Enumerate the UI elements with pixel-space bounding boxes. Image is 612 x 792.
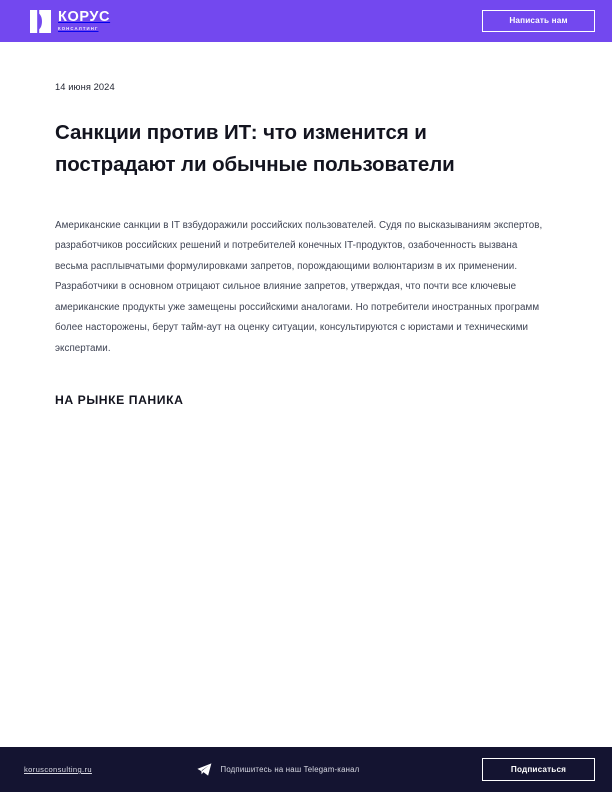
page-title: Санкции против ИТ: что изменится и пострадают ли обычные пользователи	[55, 121, 455, 176]
footer-site-url[interactable]: korusconsulting.ru	[24, 765, 92, 774]
site-footer	[0, 747, 612, 792]
brand-subtitle: КОНСАЛТИНГ	[58, 26, 99, 32]
telegram-paper-plane-icon	[197, 763, 212, 776]
brand-wordmark	[58, 10, 110, 31]
korus-logo-mark-icon	[30, 10, 51, 33]
article-lead-paragraph: Американские санкции в IT взбудоражили российских пользователей. Судя по высказываниям экспертов, разработчиков российских решений и потребителей конечных IT-продуктов, озабоченность вызвана весьма расплывчатыми формулировками запретов, порождающими волюнтаризм в их применении. Разработчики в основном отрицают сильное влияние запретов, утверждая, что почти все ключевые американские продукты уже замещены российскими аналогами. Но потребители иностранных программ более насторожены, берут тайм-аут на оценку ситуации, консультируются с юристами и техническими экспертами.	[55, 219, 543, 354]
contact-us-button[interactable]: Написать нам	[482, 10, 595, 32]
brand-name: КОРУС	[58, 9, 111, 26]
article-content	[0, 42, 612, 747]
brand-logo-link[interactable]	[30, 10, 110, 33]
section-heading: НА РЫНКЕ ПАНИКА	[55, 393, 184, 408]
subscribe-button[interactable]: Подписаться	[482, 758, 595, 781]
footer-promo-text: Подпишитесь на наш Telegam-канал	[220, 765, 360, 774]
article-date: 14 июня 2024	[55, 82, 115, 92]
site-header	[0, 0, 612, 42]
footer-telegram-promo	[92, 763, 464, 776]
